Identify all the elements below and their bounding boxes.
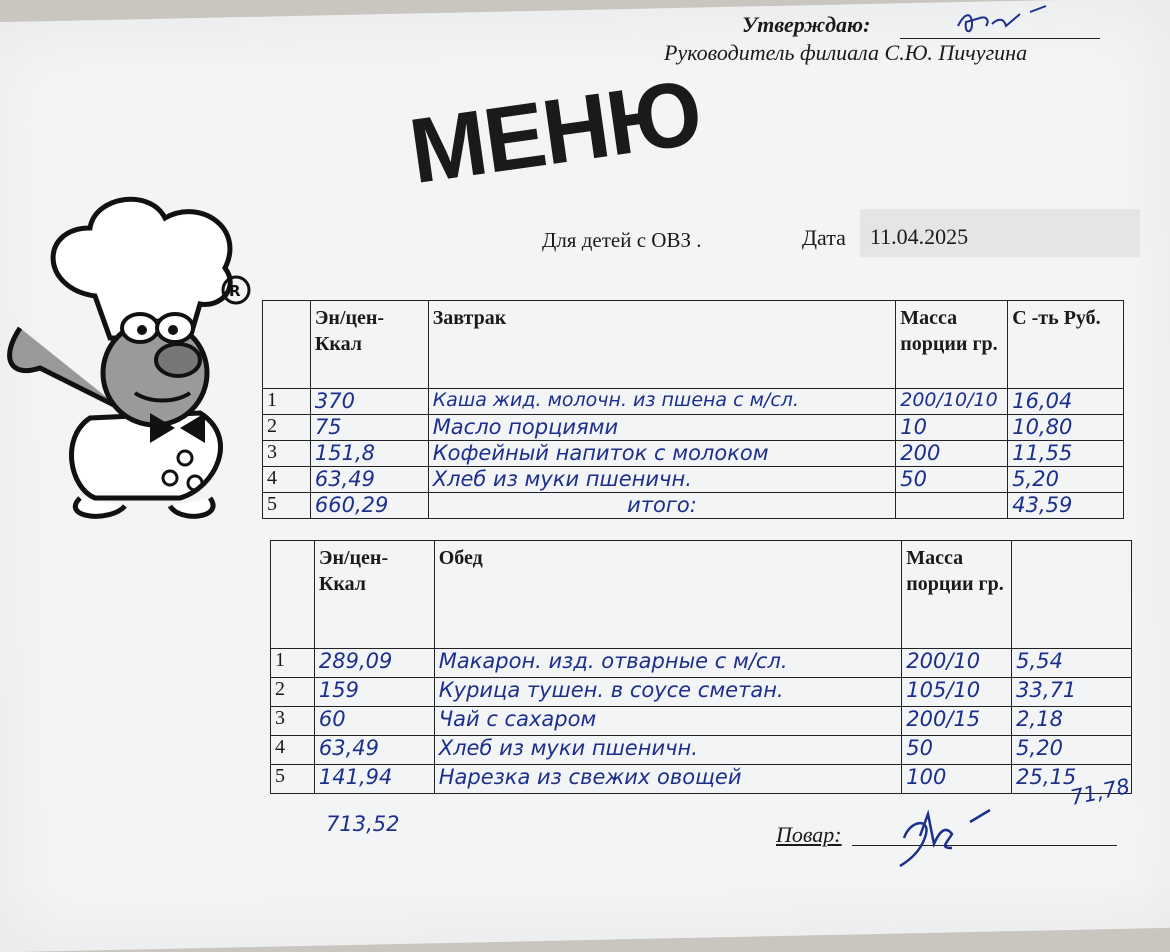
row-price: 2,18 bbox=[1012, 707, 1132, 736]
row-number: 3 bbox=[271, 707, 315, 736]
total-kcal: 660,29 bbox=[310, 493, 428, 519]
lunch-header-row bbox=[271, 541, 1132, 649]
approve-label: Утверждаю: bbox=[742, 12, 871, 37]
lunch-table bbox=[270, 540, 1132, 794]
row-number: 5 bbox=[263, 493, 311, 519]
row-price: 33,71 bbox=[1012, 678, 1132, 707]
mass-header: Масса порции гр. bbox=[896, 301, 1008, 389]
row-dish: Масло порциями bbox=[428, 415, 896, 441]
price-header bbox=[1012, 541, 1132, 649]
row-kcal: 370 bbox=[310, 389, 428, 415]
row-kcal: 63,49 bbox=[314, 736, 434, 765]
row-price: 25,15 bbox=[1012, 765, 1132, 794]
row-dish: Нарезка из свежих овощей bbox=[434, 765, 902, 794]
col-index-header bbox=[263, 301, 311, 389]
row-kcal: 75 bbox=[310, 415, 428, 441]
row-dish: Каша жид. молочн. из пшена с м/сл. bbox=[428, 389, 896, 415]
row-price: 11,55 bbox=[1008, 441, 1124, 467]
row-price: 5,54 bbox=[1012, 649, 1132, 678]
breakfast-header-row bbox=[263, 301, 1124, 389]
chef-mascot-icon bbox=[0, 188, 270, 528]
table-row bbox=[263, 441, 1124, 467]
row-price: 10,80 bbox=[1008, 415, 1124, 441]
row-number: 4 bbox=[271, 736, 315, 765]
row-dish: Курица тушен. в соусе сметан. bbox=[434, 678, 902, 707]
row-mass: 100 bbox=[902, 765, 1012, 794]
table-row bbox=[271, 765, 1132, 794]
row-number: 1 bbox=[271, 649, 315, 678]
total-price: 43,59 bbox=[1008, 493, 1124, 519]
date-label: Дата bbox=[802, 225, 846, 250]
lunch-header: Обед bbox=[434, 541, 902, 649]
row-dish: Чай с сахаром bbox=[434, 707, 902, 736]
cook-label: Повар: bbox=[776, 822, 842, 847]
row-dish: Макарон. изд. отварные с м/сл. bbox=[434, 649, 902, 678]
row-mass: 50 bbox=[902, 736, 1012, 765]
row-number: 3 bbox=[263, 441, 311, 467]
row-mass: 200/15 bbox=[902, 707, 1012, 736]
row-kcal: 141,94 bbox=[314, 765, 434, 794]
row-number: 2 bbox=[263, 415, 311, 441]
price-header: С -ть Руб. bbox=[1008, 301, 1124, 389]
row-mass: 200 bbox=[896, 441, 1008, 467]
row-price: 5,20 bbox=[1008, 467, 1124, 493]
date-value: 11.04.2025 bbox=[870, 224, 969, 249]
total-row bbox=[263, 493, 1124, 519]
table-row bbox=[271, 707, 1132, 736]
table-row bbox=[263, 467, 1124, 493]
branch-head: Руководитель филиала С.Ю. Пичугина bbox=[664, 40, 1028, 65]
total-mass bbox=[896, 493, 1008, 519]
table-row bbox=[263, 415, 1124, 441]
breakfast-table bbox=[262, 300, 1124, 519]
kcal-header: Эн/цен- Ккал bbox=[314, 541, 434, 649]
cook-signature-icon bbox=[890, 800, 1000, 870]
table-row bbox=[271, 649, 1132, 678]
kcal-header: Эн/цен- Ккал bbox=[310, 301, 428, 389]
row-mass: 200/10/10 bbox=[896, 389, 1008, 415]
total-label: итого: bbox=[428, 493, 896, 519]
breakfast-header: Завтрак bbox=[428, 301, 896, 389]
table-row bbox=[271, 678, 1132, 707]
col-index-header bbox=[271, 541, 315, 649]
row-kcal: 289,09 bbox=[314, 649, 434, 678]
lunch-total-price: 71,78 bbox=[1068, 774, 1132, 810]
row-price: 16,04 bbox=[1008, 389, 1124, 415]
row-number: 4 bbox=[263, 467, 311, 493]
row-kcal: 60 bbox=[314, 707, 434, 736]
row-dish: Хлеб из муки пшеничн. bbox=[434, 736, 902, 765]
mass-header: Масса порции гр. bbox=[902, 541, 1012, 649]
row-number: 2 bbox=[271, 678, 315, 707]
row-mass: 10 bbox=[896, 415, 1008, 441]
row-price: 5,20 bbox=[1012, 736, 1132, 765]
row-number: 5 bbox=[271, 765, 315, 794]
row-kcal: 159 bbox=[314, 678, 434, 707]
row-number: 1 bbox=[263, 389, 311, 415]
subtitle: Для детей с ОВЗ . bbox=[542, 228, 702, 252]
row-kcal: 63,49 bbox=[310, 467, 428, 493]
row-kcal: 151,8 bbox=[310, 441, 428, 467]
lunch-total-kcal: 713,52 bbox=[326, 812, 400, 836]
svg-text:R: R bbox=[229, 282, 241, 300]
row-dish: Хлеб из муки пшеничн. bbox=[428, 467, 896, 493]
table-row bbox=[271, 736, 1132, 765]
row-mass: 200/10 bbox=[902, 649, 1012, 678]
row-dish: Кофейный напиток с молоком bbox=[428, 441, 896, 467]
table-row bbox=[263, 389, 1124, 415]
page-title: МЕНЮ bbox=[403, 61, 707, 204]
approver-signature-icon bbox=[950, 4, 1060, 44]
row-mass: 105/10 bbox=[902, 678, 1012, 707]
row-mass: 50 bbox=[896, 467, 1008, 493]
